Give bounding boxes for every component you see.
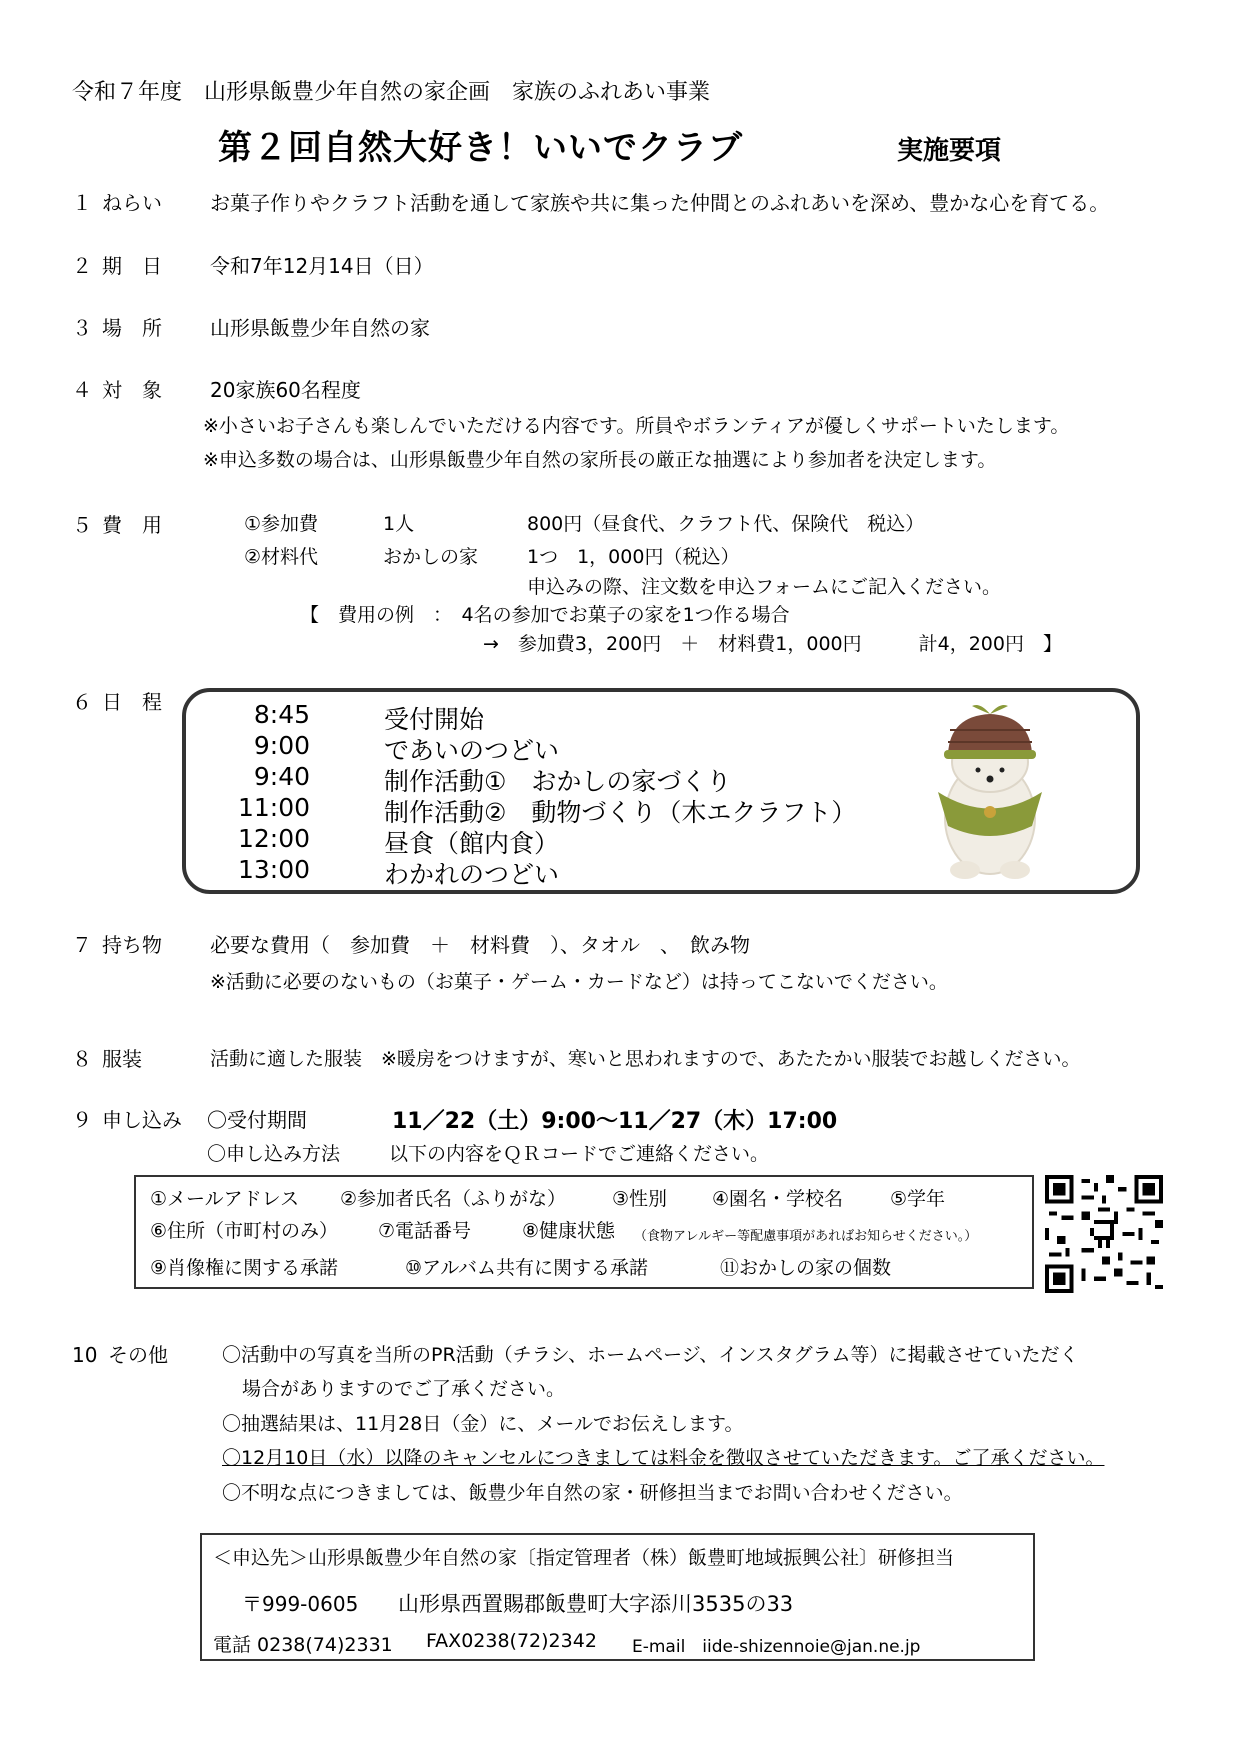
section-6-number: ６ — [72, 690, 92, 714]
fee-2-price: 1つ 1，000円（税込） — [527, 546, 740, 568]
section-10-number: 10 — [72, 1343, 98, 1367]
section-5-label: 費 用 — [102, 513, 162, 537]
section-2-label: 期 日 — [102, 254, 162, 278]
section-3-number: ３ — [72, 316, 92, 340]
schedule-item: 昼食（館内食） — [384, 829, 560, 858]
section-8-label: 服装 — [102, 1047, 142, 1071]
other-item-2: 〇抽選結果は、11月28日（金）に、メールでお伝えします。 — [222, 1413, 744, 1435]
section-3-venue: 山形県飯豊少年自然の家 — [210, 316, 430, 340]
page-title: 第２回自然大好き！いいでクラブ — [218, 128, 743, 168]
apply-item: ④園名・学校名 — [712, 1188, 844, 1210]
schedule-time: 9:40 — [253, 762, 310, 791]
fee-note: 申込みの際、注文数を申込フォームにご記入ください。 — [527, 576, 1002, 598]
section-5-number: ５ — [72, 513, 92, 537]
application-period-label: 〇受付期間 — [207, 1108, 307, 1132]
section-1-label: ねらい — [102, 191, 162, 215]
fee-2-unit: おかしの家 — [383, 546, 479, 568]
contact-email[interactable]: E-mail iide-shizennoie@jan.ne.jp — [632, 1637, 921, 1657]
fee-1-name: ①参加費 — [244, 513, 319, 535]
cancellation-notice: 〇12月10日（水）以降のキャンセルにつきましては料金を徴収させていただきます。ご了承ください。 — [222, 1447, 1105, 1469]
section-7-items: 必要な費用（ 参加費 ＋ 材料費 ）、タオル 、 飲み物 — [210, 933, 750, 957]
section-9-label: 申し込み — [102, 1108, 182, 1132]
section-1-number: １ — [72, 191, 92, 215]
schedule-item: 制作活動① おかしの家づくり — [384, 767, 732, 796]
application-method: 以下の内容をＱＲコードでご連絡ください。 — [389, 1143, 770, 1165]
schedule-time: 12:00 — [237, 824, 310, 853]
section-4-note-1: ※小さいお子さんも楽しんでいただける内容です。所員やボランティアが優しくサポートいたします。 — [203, 415, 1070, 437]
section-2-number: ２ — [72, 254, 92, 278]
qr-code-icon[interactable] — [1045, 1175, 1163, 1293]
section-7-note: ※活動に必要のないもの（お菓子・ゲーム・カードなど）は持ってこないでください。 — [210, 971, 948, 993]
fee-1-unit: 1人 — [383, 513, 415, 535]
apply-item: ⑤学年 — [890, 1188, 946, 1210]
fee-example-2: → 参加費3，200円 ＋ 材料費1，000円 計4，200円 】 — [483, 633, 1062, 655]
application-method-label: 〇申し込み方法 — [207, 1143, 341, 1165]
apply-item: ③性別 — [612, 1188, 668, 1210]
contact-address: 山形県西置賜郡飯豊町大字添川3535の33 — [398, 1592, 794, 1616]
apply-item: ①メールアドレス — [150, 1188, 300, 1210]
section-4-number: ４ — [72, 378, 92, 402]
header-line: 令和７年度 山形県飯豊少年自然の家企画 家族のふれあい事業 — [72, 80, 711, 105]
section-4-label: 対 象 — [102, 378, 162, 402]
section-7-number: ７ — [72, 933, 92, 957]
section-7-label: 持ち物 — [102, 933, 162, 957]
title-suffix: 実施要項 — [897, 136, 1002, 166]
section-10-label: その他 — [108, 1343, 168, 1367]
schedule-item: であいのつどい — [384, 736, 560, 765]
section-4-note-2: ※申込多数の場合は、山形県飯豊少年自然の家所長の厳正な抽選により参加者を決定します。 — [203, 449, 997, 471]
schedule-time: 11:00 — [237, 793, 310, 822]
contact-phone: 電話 0238(74)2331 — [213, 1634, 393, 1656]
fee-1-price: 800円（昼食代、クラフト代、保険代 税込） — [527, 513, 925, 535]
apply-item: ⑦電話番号 — [378, 1220, 472, 1242]
schedule-item: わかれのつどい — [384, 860, 560, 889]
schedule-item: 受付開始 — [384, 705, 485, 734]
mascot-bear-icon — [920, 700, 1060, 880]
section-8-text: 活動に適した服装 ※暖房をつけますが、寒いと思われますので、あたたかい服装でお越しください。 — [210, 1048, 1081, 1070]
fee-2-name: ②材料代 — [244, 546, 319, 568]
section-1-text: お菓子作りやクラフト活動を通して家族や共に集った仲間とのふれあいを深め、豊かな心を育てる。 — [210, 191, 1110, 215]
contact-organization: ＜申込先＞山形県飯豊少年自然の家〔指定管理者（株）飯豊町地域振興公社〕研修担当 — [213, 1547, 955, 1569]
section-9-number: ９ — [72, 1108, 92, 1132]
other-item-1: 〇活動中の写真を当所のPR活動（チラシ、ホームページ、インスタグラム等）に掲載させていただく — [222, 1344, 1079, 1366]
schedule-item: 制作活動② 動物づくり（木エクラフト） — [384, 798, 857, 827]
section-3-label: 場 所 — [102, 316, 162, 340]
schedule-time: 13:00 — [237, 855, 310, 884]
apply-item: ⑩アルバム共有に関する承諾 — [405, 1257, 648, 1279]
section-4-target: 20家族60名程度 — [210, 378, 361, 402]
apply-item: ⑪おかしの家の個数 — [720, 1257, 892, 1279]
section-8-number: ８ — [72, 1047, 92, 1071]
contact-fax: FAX0238(72)2342 — [426, 1630, 597, 1652]
health-note: （食物アレルギー等配慮事項があればお知らせください。） — [634, 1229, 978, 1244]
apply-item: ⑨肖像権に関する承諾 — [150, 1257, 339, 1279]
section-6-label: 日 程 — [102, 690, 162, 714]
other-item-4: 〇不明な点につきましては、飯豊少年自然の家・研修担当までお問い合わせください。 — [222, 1482, 963, 1504]
apply-item: ⑧健康状態 — [522, 1220, 616, 1242]
contact-postal-code: 〒999-0605 — [242, 1592, 359, 1616]
fee-example-1: 【 費用の例 ： 4名の参加でお菓子の家を1つ作る場合 — [300, 604, 790, 626]
schedule-time: 9:00 — [253, 731, 310, 760]
apply-item: ②参加者氏名（ふりがな） — [340, 1188, 567, 1210]
apply-item: ⑥住所（市町村のみ） — [150, 1220, 339, 1242]
other-item-1-cont: 場合がありますのでご了承ください。 — [242, 1378, 566, 1400]
schedule-time: 8:45 — [253, 700, 310, 729]
application-period: 11／22（土）9:00～11／27（木）17:00 — [392, 1109, 838, 1134]
section-2-date: 令和7年12月14日（日） — [210, 254, 434, 278]
